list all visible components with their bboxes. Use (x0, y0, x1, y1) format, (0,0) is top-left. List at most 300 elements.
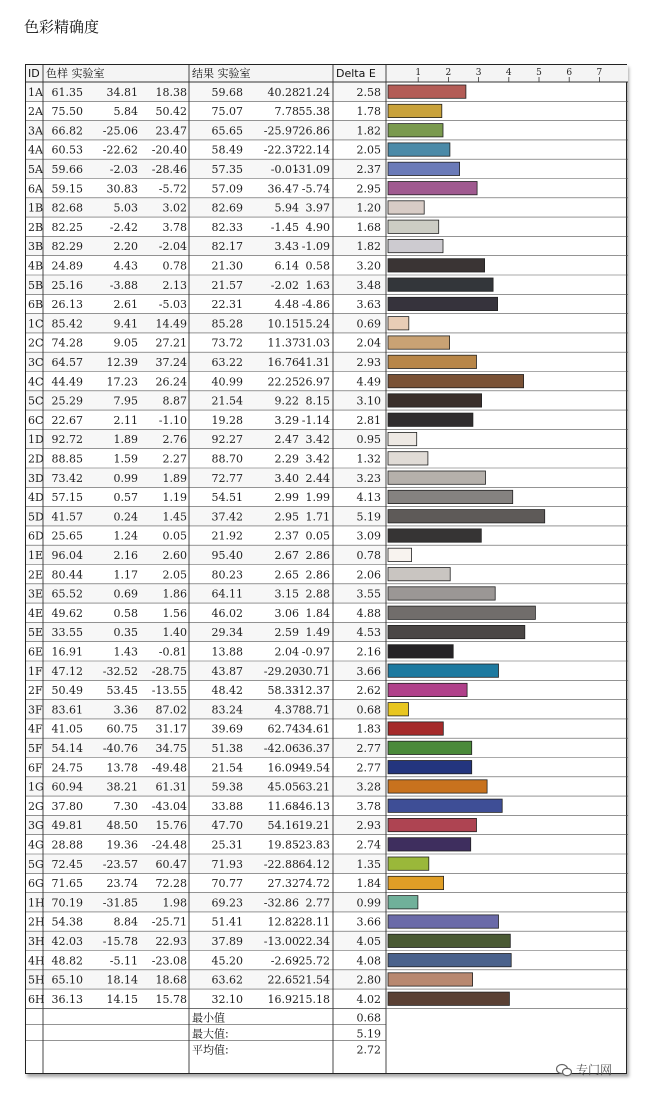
cell-result-value: 3.42 (305, 433, 330, 447)
delta-e-bar (388, 297, 498, 310)
delta-e-bar (388, 124, 443, 137)
cell-ref-value: -25.06 (102, 124, 138, 138)
cell-ref-value: 22.67 (51, 413, 83, 427)
cell-result-value: 16.09 (267, 761, 299, 775)
cell-ref-value: 1.24 (113, 529, 138, 543)
summary-label: 平均值: (192, 1043, 229, 1057)
cell-result-value: 63.62 (211, 973, 243, 987)
cell-delta-e: 0.68 (356, 703, 381, 717)
cell-result-value: -12.37 (294, 684, 330, 698)
cell-ref-value: 5.84 (113, 105, 138, 119)
cell-ref-value: 2.16 (113, 549, 138, 562)
watermark-text: 专门网 (576, 1063, 613, 1077)
cell-result-value: 4.37 (274, 703, 299, 717)
cell-id: 3G (28, 819, 44, 833)
cell-ref-value: 33.55 (51, 626, 83, 640)
delta-e-bar (388, 355, 477, 368)
cell-ref-value: 18.14 (106, 973, 138, 987)
cell-ref-value: -5.11 (109, 954, 138, 968)
cell-ref-value: 57.15 (51, 491, 83, 505)
cell-delta-e: 1.68 (356, 220, 381, 234)
delta-e-bar (388, 876, 444, 889)
cell-result-value: 33.88 (211, 799, 243, 813)
axis-tick-label: 6 (566, 68, 573, 78)
cell-id: 3E (28, 587, 44, 601)
cell-result-value: 2.65 (274, 568, 299, 582)
cell-result-value: 22.65 (267, 973, 299, 987)
cell-ref-value: 7.30 (113, 799, 138, 813)
delta-e-bar (388, 780, 487, 793)
cell-result-value: 2.59 (274, 626, 299, 640)
cell-delta-e: 4.08 (356, 954, 381, 968)
delta-e-bar (388, 104, 442, 117)
cell-ref-value: 92.72 (51, 433, 83, 447)
cell-ref-value: 82.68 (51, 201, 83, 215)
cell-result-value: 51.38 (211, 742, 243, 755)
axis-tick-label: 2 (445, 68, 452, 78)
cell-ref-value: 1.40 (162, 626, 187, 640)
cell-delta-e: 3.48 (356, 278, 381, 292)
cell-ref-value: 85.42 (51, 317, 83, 331)
cell-ref-value: -43.04 (151, 799, 187, 813)
cell-id: 2D (28, 452, 44, 466)
cell-ref-value: 49.62 (51, 606, 83, 620)
cell-ref-value: 0.99 (113, 471, 138, 485)
cell-ref-value: 13.78 (106, 761, 138, 775)
delta-e-bar (388, 587, 495, 600)
cell-result-value: 54.51 (211, 491, 243, 505)
cell-result-value: 2.95 (274, 510, 299, 524)
cell-delta-e: 2.05 (356, 143, 381, 157)
cell-result-value: -23.83 (294, 838, 330, 852)
summary-value: 2.72 (356, 1043, 381, 1057)
cell-ref-value: 50.42 (155, 105, 187, 119)
cell-result-value: 21.30 (211, 259, 243, 273)
cell-result-value: 83.24 (211, 703, 243, 717)
cell-ref-value: 8.87 (162, 394, 187, 408)
cell-id: 6H (28, 992, 45, 1006)
cell-ref-value: 9.05 (113, 336, 138, 350)
cell-ref-value: 24.89 (51, 259, 83, 273)
cell-delta-e: 3.63 (356, 298, 381, 312)
cell-ref-value: 54.38 (51, 915, 83, 929)
cell-ref-value: 3.78 (162, 220, 187, 234)
cell-delta-e: 1.32 (356, 452, 381, 466)
cell-ref-value: 59.15 (51, 182, 83, 196)
cell-id: 3A (28, 124, 43, 138)
cell-ref-value: 15.78 (155, 992, 187, 1006)
delta-e-bar (388, 85, 466, 98)
cell-result-value: 43.87 (211, 664, 243, 678)
delta-e-bar (388, 529, 481, 542)
cell-delta-e: 1.82 (356, 124, 381, 138)
cell-result-value: -4.86 (301, 298, 330, 312)
cell-delta-e: 3.55 (356, 587, 381, 601)
cell-result-value: 54.16 (267, 819, 299, 833)
cell-id: 1E (28, 549, 44, 562)
cell-id: 4B (28, 259, 44, 273)
delta-e-bar (388, 162, 460, 175)
cell-delta-e: 3.78 (356, 799, 381, 813)
cell-ref-value: 3.36 (113, 703, 138, 717)
cell-delta-e: 3.23 (356, 471, 381, 485)
cell-result-value: 22.31 (211, 298, 243, 312)
delta-e-bar (388, 915, 499, 928)
delta-e-bar (388, 703, 409, 716)
cell-ref-value: -23.57 (102, 857, 138, 871)
page-title: 色彩精确度 (24, 18, 100, 36)
watermark-logo (556, 1061, 612, 1078)
cell-id: 4E (28, 606, 44, 620)
cell-ref-value: 4.43 (113, 259, 138, 273)
cell-id: 1C (28, 317, 44, 331)
cell-result-value: 2.88 (305, 587, 330, 601)
cell-result-value: 19.85 (267, 838, 299, 852)
cell-id: 4F (28, 722, 43, 736)
cell-result-value: 59.68 (211, 85, 243, 99)
cell-delta-e: 3.20 (356, 259, 381, 273)
delta-e-bar (388, 259, 485, 272)
delta-e-bar (388, 606, 535, 619)
cell-ref-value: 16.91 (51, 645, 83, 659)
cell-ref-value: 60.53 (51, 143, 83, 157)
cell-result-value: 1.63 (305, 278, 330, 292)
cell-ref-value: 70.19 (51, 896, 83, 910)
cell-result-value: 1.71 (305, 510, 330, 524)
cell-ref-value: 87.02 (155, 703, 187, 717)
cell-delta-e: 2.81 (356, 413, 381, 427)
cell-ref-value: 66.82 (51, 124, 83, 138)
cell-id: 1B (28, 201, 44, 215)
cell-delta-e: 4.49 (356, 375, 381, 389)
cell-result-value: 2.47 (274, 433, 299, 447)
cell-ref-value: 47.12 (51, 664, 83, 678)
cell-ref-value: 60.75 (106, 722, 138, 736)
cell-ref-value: 14.15 (106, 992, 138, 1006)
cell-ref-value: 61.35 (51, 85, 83, 99)
summary-label: 最大值: (192, 1027, 229, 1041)
axis-tick-label: 5 (536, 68, 542, 78)
cell-ref-value: 72.45 (51, 857, 83, 871)
cell-result-value: 13.88 (211, 645, 243, 659)
cell-result-value: 4.90 (305, 220, 330, 234)
delta-e-bar (388, 992, 509, 1005)
cell-result-value: 32.10 (211, 992, 243, 1006)
cell-ref-value: 1.45 (162, 510, 187, 524)
cell-ref-value: 1.56 (162, 606, 187, 620)
cell-result-value: 29.34 (211, 626, 243, 640)
cell-id: 1F (28, 664, 43, 678)
cell-result-value: 64.12 (298, 857, 330, 871)
delta-e-bar (388, 548, 412, 561)
cell-result-value: -1.45 (270, 220, 299, 234)
cell-result-value: -2.02 (270, 278, 299, 292)
axis-tick-label: 1 (415, 68, 422, 78)
cell-result-value: 27.32 (267, 877, 299, 891)
cell-ref-value: 64.57 (51, 356, 83, 369)
cell-result-value: 64.11 (211, 587, 243, 601)
cell-ref-value: 1.17 (113, 568, 138, 582)
cell-ref-value: 82.25 (51, 220, 83, 234)
cell-id: 2E (28, 568, 44, 582)
cell-delta-e: 1.20 (356, 201, 381, 215)
delta-e-bar (388, 201, 424, 214)
cell-ref-value: -22.62 (102, 143, 138, 157)
delta-e-bar (388, 413, 473, 426)
cell-ref-value: 49.81 (51, 819, 83, 833)
cell-ref-value: 18.38 (155, 85, 187, 99)
cell-id: 2F (28, 684, 43, 698)
cell-result-value: -13.00 (263, 935, 299, 948)
cell-delta-e: 2.04 (356, 336, 381, 350)
cell-result-value: 19.21 (298, 819, 330, 833)
cell-delta-e: 2.77 (356, 742, 381, 755)
cell-result-value: 25.31 (211, 838, 243, 852)
cell-ref-value: 0.05 (162, 529, 187, 543)
cell-result-value: 47.70 (211, 819, 243, 833)
cell-ref-value: 0.57 (113, 491, 138, 505)
cell-ref-value: -40.76 (102, 742, 138, 755)
cell-result-value: 95.40 (211, 549, 243, 562)
delta-e-bar (388, 471, 486, 484)
cell-id: 2H (28, 915, 45, 929)
delta-e-bar (388, 664, 499, 677)
cell-id: 3H (28, 935, 45, 948)
cell-result-value: 69.23 (211, 896, 243, 910)
cell-delta-e: 3.28 (356, 780, 381, 794)
cell-result-value: 11.37 (267, 336, 299, 350)
cell-delta-e: 3.66 (356, 664, 381, 678)
cell-id: 4A (28, 143, 43, 157)
cell-result-value: 2.37 (274, 529, 299, 543)
cell-result-value: 15.18 (298, 992, 330, 1006)
cell-result-value: 45.20 (211, 954, 243, 968)
cell-ref-value: 2.11 (113, 413, 138, 427)
cell-ref-value: 17.23 (106, 375, 138, 389)
cell-ref-value: 42.03 (51, 935, 83, 948)
cell-result-value: 40.99 (211, 375, 243, 389)
cell-ref-value: 34.81 (106, 85, 138, 99)
cell-id: 5D (28, 510, 44, 524)
cell-ref-value: 73.42 (51, 471, 83, 485)
cell-result-value: 92.27 (211, 433, 243, 447)
delta-e-bar (388, 954, 511, 967)
cell-result-value: 1.84 (305, 606, 330, 620)
cell-result-value: 40.28 (267, 85, 299, 99)
cell-delta-e: 2.80 (356, 973, 381, 987)
cell-result-value: 0.05 (305, 529, 330, 543)
cell-ref-value: 60.94 (51, 780, 83, 794)
cell-ref-value: -28.75 (151, 664, 187, 678)
cell-result-value: 80.23 (211, 568, 243, 582)
cell-ref-value: 7.95 (113, 394, 138, 408)
cell-result-value: 7.78 (274, 105, 299, 119)
cell-result-value: -1.14 (301, 413, 330, 427)
cell-delta-e: 4.05 (356, 935, 381, 948)
cell-delta-e: 3.10 (356, 394, 381, 408)
delta-e-bar (388, 510, 545, 523)
cell-id: 4C (28, 375, 44, 389)
cell-ref-value: 1.98 (162, 896, 187, 910)
delta-e-bar (388, 625, 525, 638)
cell-result-value: 6.14 (274, 259, 299, 273)
cell-result-value: 9.22 (274, 394, 299, 408)
cell-result-value: 1.99 (305, 491, 330, 505)
cell-ref-value: 5.03 (113, 201, 138, 215)
cell-ref-value: 2.20 (113, 240, 138, 254)
cell-id: 6F (28, 761, 43, 775)
cell-result-value: -46.13 (294, 799, 330, 813)
delta-e-bar (388, 645, 453, 658)
cell-result-value: 0.58 (305, 259, 330, 273)
delta-e-bar (388, 432, 417, 445)
cell-result-value: 57.09 (211, 182, 243, 196)
cell-ref-value: -0.81 (158, 645, 187, 659)
cell-id: 2B (28, 220, 44, 234)
axis-tick-label: 4 (505, 68, 512, 78)
cell-ref-value: 1.19 (162, 491, 187, 505)
cell-ref-value: 9.41 (113, 317, 138, 331)
cell-ref-value: 0.69 (113, 587, 138, 601)
cell-id: 3B (28, 240, 44, 254)
cell-result-value: -5.74 (301, 182, 330, 196)
cell-ref-value: 71.65 (51, 877, 83, 891)
cell-ref-value: -5.72 (158, 182, 187, 196)
cell-id: 5A (28, 163, 43, 176)
cell-result-value: 57.35 (211, 163, 243, 176)
cell-delta-e: 1.35 (356, 857, 381, 871)
cell-ref-value: 18.68 (155, 973, 187, 987)
cell-result-value: 63.21 (298, 780, 330, 794)
cell-id: 4G (28, 838, 44, 852)
cell-id: 4D (28, 491, 44, 505)
cell-id: 2A (28, 105, 43, 119)
cell-ref-value: 31.17 (155, 722, 187, 736)
cell-result-value: 51.41 (211, 915, 243, 929)
cell-ref-value: -23.08 (151, 954, 187, 968)
delta-e-chart (26, 65, 628, 1075)
cell-ref-value: -1.10 (158, 413, 187, 427)
delta-e-bar (388, 375, 524, 388)
cell-ref-value: 50.49 (51, 684, 83, 698)
cell-result-value: 21.24 (298, 85, 330, 99)
cell-delta-e: 2.06 (356, 568, 381, 582)
cell-result-value: 31.03 (298, 336, 330, 350)
cell-ref-value: 53.45 (106, 684, 138, 698)
cell-ref-value: -3.88 (109, 278, 138, 292)
cell-ref-value: 38.21 (106, 780, 138, 794)
cell-id: 6C (28, 413, 44, 427)
cell-result-value: 37.42 (211, 510, 243, 524)
cell-ref-value: 24.75 (51, 761, 83, 775)
cell-delta-e: 4.13 (356, 491, 381, 505)
delta-e-bar (388, 278, 493, 291)
delta-e-bar (388, 934, 510, 947)
cell-ref-value: 75.50 (51, 105, 83, 119)
cell-delta-e: 2.62 (356, 684, 381, 698)
cell-id: 5B (28, 278, 44, 292)
cell-result-value: 26.97 (298, 375, 330, 389)
delta-e-bar (388, 239, 443, 252)
delta-e-bar (388, 394, 482, 407)
cell-ref-value: 82.29 (51, 240, 83, 254)
cell-result-value: 2.99 (274, 491, 299, 505)
cell-delta-e: 2.74 (356, 838, 381, 852)
cell-id: 5F (28, 742, 43, 755)
cell-result-value: 3.97 (305, 201, 330, 215)
cell-result-value: -1.09 (301, 240, 330, 254)
cell-ref-value: 34.75 (155, 742, 187, 755)
cell-ref-value: 28.88 (51, 838, 83, 852)
cell-id: 2G (28, 799, 44, 813)
cell-result-value: -22.37 (263, 143, 299, 157)
cell-id: 3C (28, 356, 44, 369)
cell-result-value: 3.43 (274, 240, 299, 254)
cell-result-value: 73.72 (211, 336, 243, 350)
cell-result-value: 2.29 (274, 452, 299, 466)
cell-result-value: 46.02 (211, 606, 243, 620)
cell-result-value: 12.82 (267, 915, 299, 929)
cell-result-value: 82.69 (211, 201, 243, 215)
cell-result-value: -22.88 (263, 857, 299, 871)
cell-result-value: 36.37 (298, 742, 330, 755)
cell-ref-value: 41.05 (51, 722, 83, 736)
cell-ref-value: -2.04 (158, 240, 187, 254)
cell-result-value: -29.20 (263, 664, 299, 678)
cell-result-value: 11.68 (267, 799, 299, 813)
header-reference-lab: 色样 实验室 (46, 67, 105, 80)
cell-ref-value: -31.85 (102, 896, 138, 910)
cell-delta-e: 2.77 (356, 761, 381, 775)
cell-ref-value: 41.57 (51, 510, 83, 524)
cell-id: 2C (28, 336, 44, 350)
cell-id: 3D (28, 471, 44, 485)
cell-ref-value: 54.14 (51, 742, 83, 755)
cell-result-value: 2.86 (305, 568, 330, 582)
cell-result-value: 36.47 (267, 182, 299, 196)
cell-result-value: 2.77 (305, 896, 330, 910)
delta-e-bar (388, 143, 450, 156)
cell-result-value: 62.74 (267, 722, 299, 736)
cell-result-value: 2.86 (305, 549, 330, 562)
cell-result-value: 65.65 (211, 124, 243, 138)
cell-ref-value: 74.28 (51, 336, 83, 350)
cell-ref-value: -25.71 (151, 915, 187, 929)
cell-ref-value: 59.66 (51, 163, 83, 176)
cell-result-value: -32.86 (263, 896, 299, 910)
cell-ref-value: 1.89 (113, 433, 138, 447)
cell-ref-value: 23.74 (106, 877, 138, 891)
cell-result-value: -31.09 (294, 163, 330, 176)
cell-ref-value: -2.03 (109, 163, 138, 176)
cell-ref-value: -15.78 (102, 935, 138, 948)
cell-delta-e: 2.93 (356, 819, 381, 833)
cell-ref-value: 1.59 (113, 452, 138, 466)
cell-ref-value: 88.85 (51, 452, 83, 466)
cell-delta-e: 0.78 (356, 549, 381, 562)
delta-e-bar (388, 973, 473, 986)
cell-result-value: 85.28 (211, 317, 243, 331)
cell-ref-value: 25.16 (51, 278, 83, 292)
cell-ref-value: 1.43 (113, 645, 138, 659)
cell-result-value: 4.48 (274, 298, 299, 312)
cell-ref-value: 2.05 (162, 568, 187, 582)
header-delta-e: Delta E (336, 67, 376, 80)
cell-delta-e: 2.95 (356, 182, 381, 196)
cell-result-value: 74.72 (298, 877, 330, 891)
summary-value: 5.19 (356, 1027, 381, 1041)
cell-ref-value: 15.76 (155, 819, 187, 833)
